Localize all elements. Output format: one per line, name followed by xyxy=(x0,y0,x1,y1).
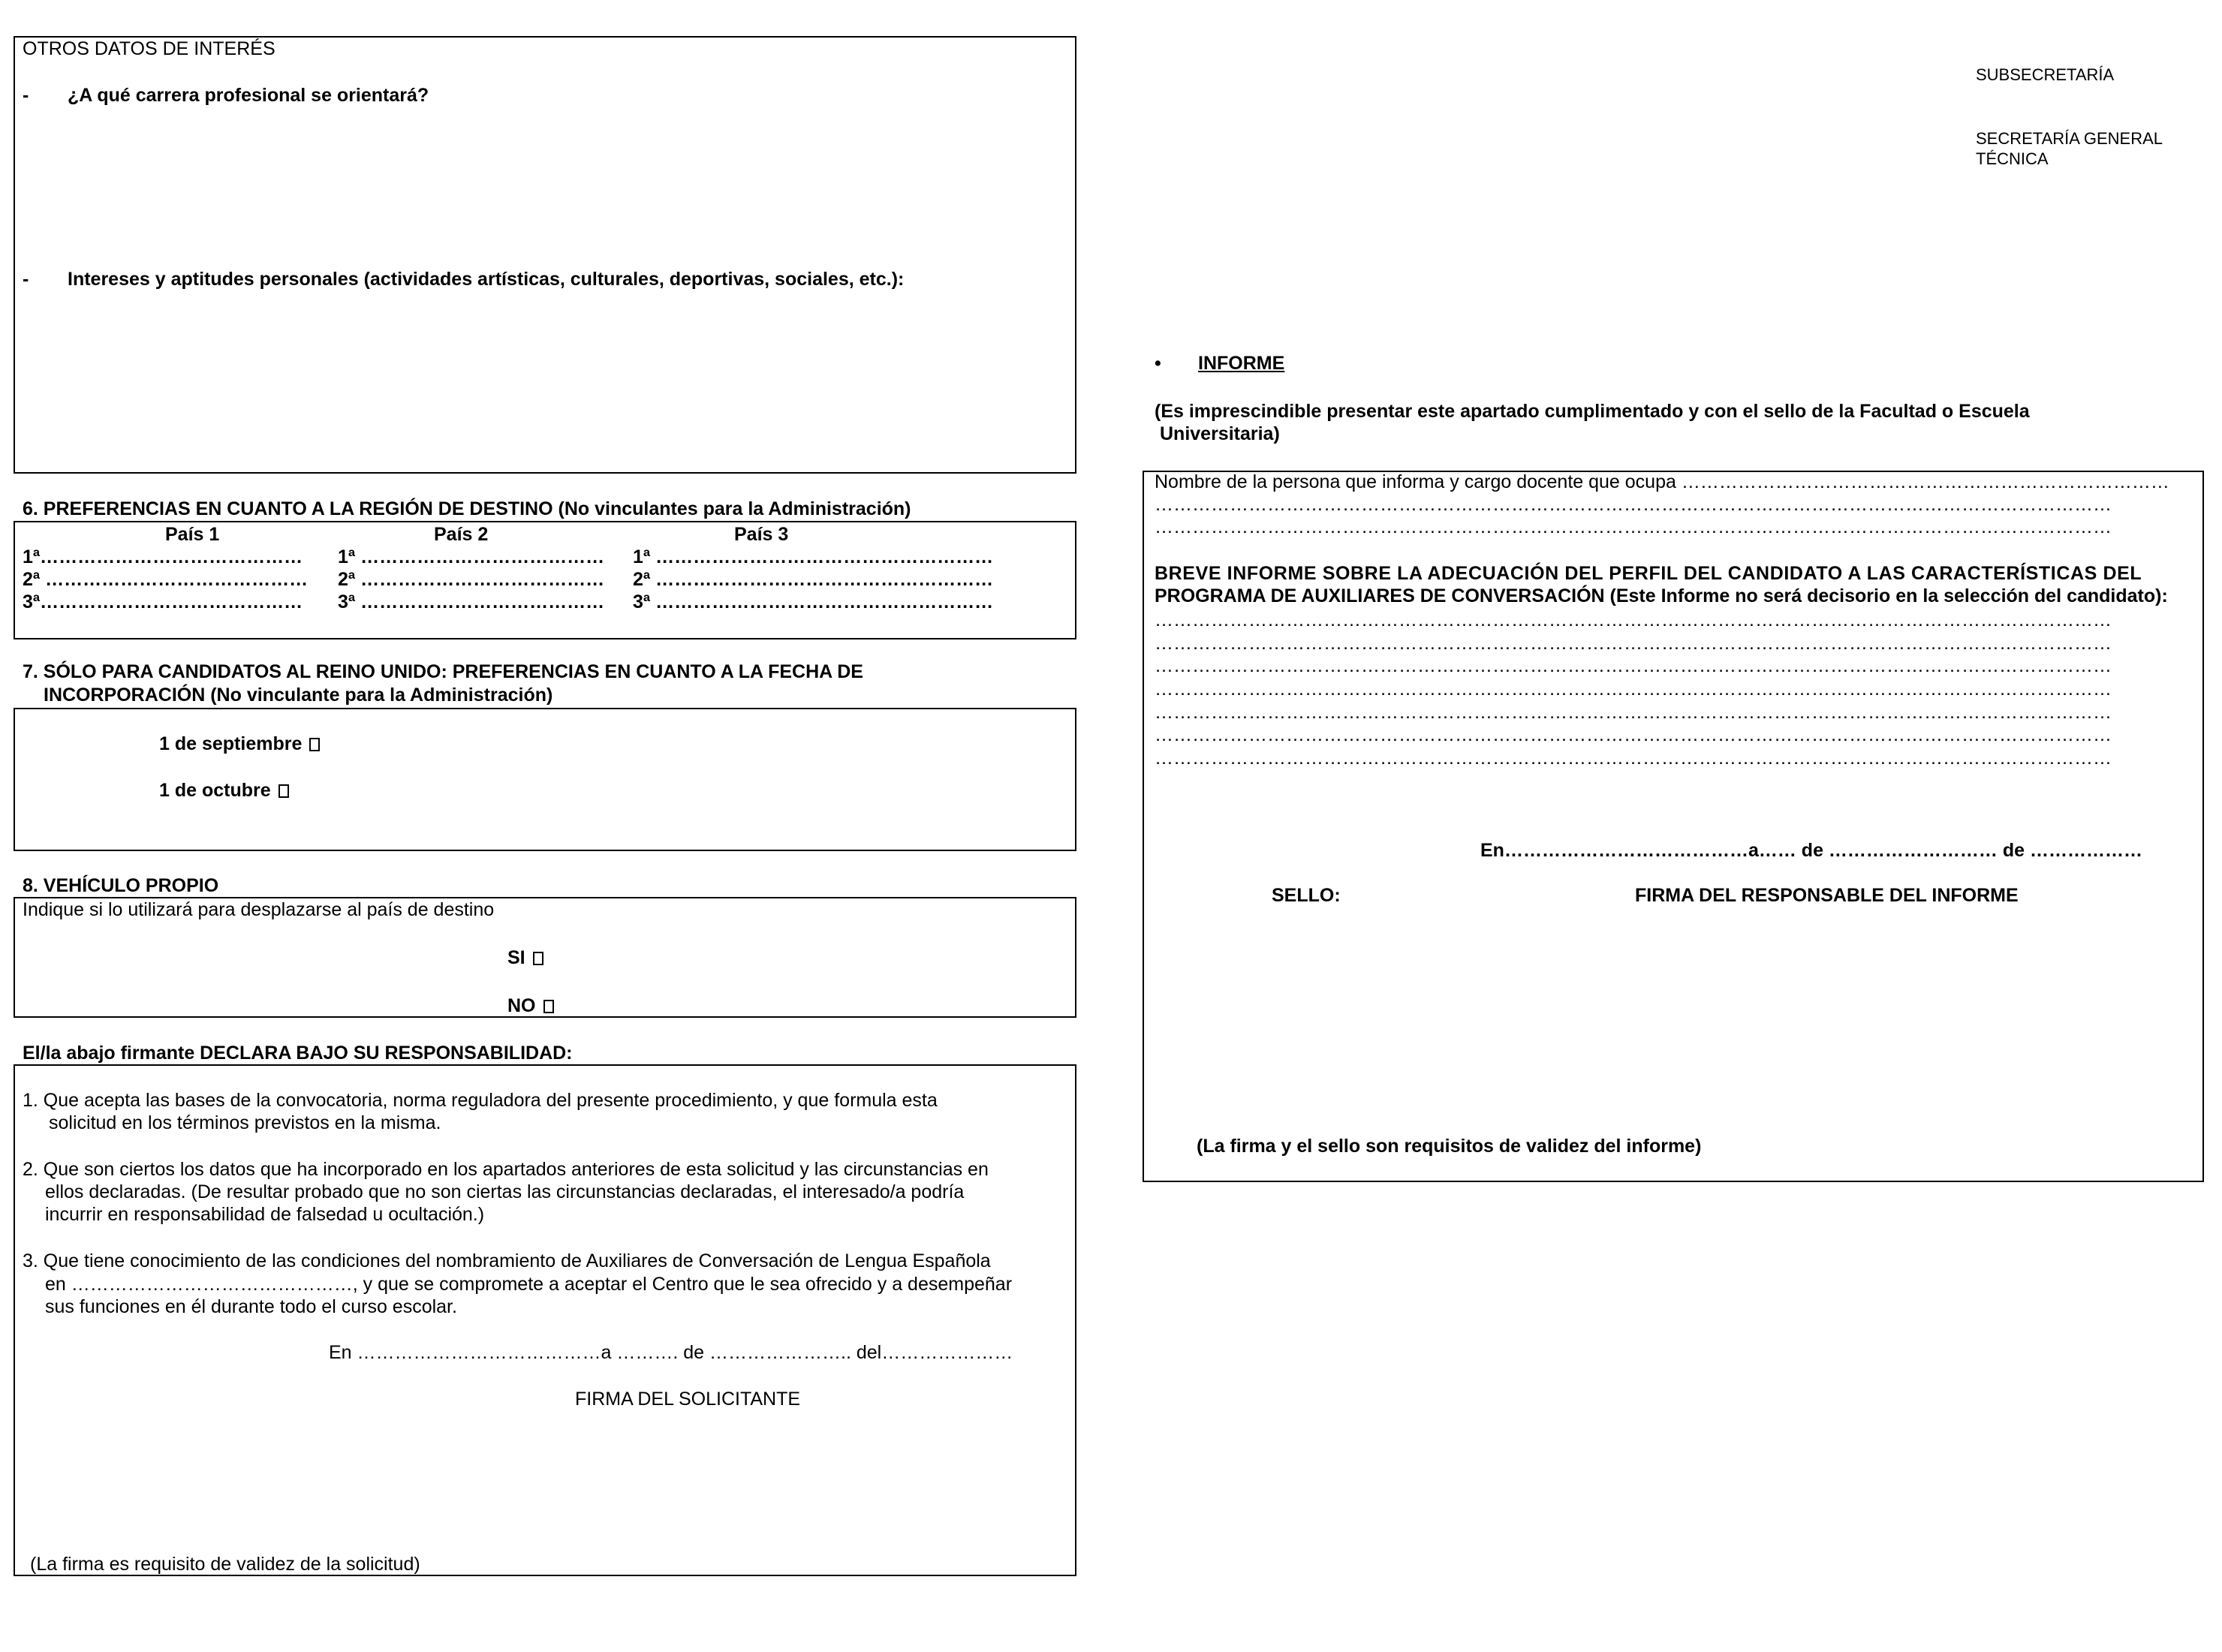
vehiculo-title: 8. VEHÍCULO PROPIO xyxy=(23,875,219,896)
informe-note-line1: (Es imprescindible presentar este apartado cumplimentado y con el sello de la Facultad o Escuela xyxy=(1155,401,2030,422)
declara-nota: (La firma es requisito de validez de la solicitud) xyxy=(30,1554,420,1575)
informe-dotline-9[interactable]: ……………………………………………………………………………………………………………………………………… xyxy=(1155,748,2112,769)
declara-firma-label: FIRMA DEL SOLICITANTE xyxy=(575,1389,801,1410)
vehiculo-no-label: NO xyxy=(507,995,536,1016)
informe-firma-label: FIRMA DEL RESPONSABLE DEL INFORME xyxy=(1635,885,2019,906)
preferencias-col1-header: País 1 xyxy=(165,524,220,545)
preferencias-r1c3[interactable]: 1ª ……………………………………………… xyxy=(633,546,994,567)
informe-dotline-5[interactable]: ……………………………………………………………………………………………………………………………………… xyxy=(1155,655,2112,676)
preferencias-title: 6. PREFERENCIAS EN CUANTO A LA REGIÓN DE DESTINO (No vinculantes para la Administración) xyxy=(23,498,911,519)
preferencias-col3-header: País 3 xyxy=(734,524,789,545)
octubre-checkbox[interactable] xyxy=(279,784,289,798)
informe-title: INFORME xyxy=(1198,353,1285,374)
declara-p2-line2: ellos declaradas. (De resultar probado que no son ciertas las circunstancias declaradas, el interesado/a podría xyxy=(45,1181,965,1202)
informe-signature-area[interactable] xyxy=(1160,916,2188,1111)
informe-breve-line1: BREVE INFORME SOBRE LA ADECUACIÓN DEL PERFIL DEL CANDIDATO A LAS CARACTERÍSTICAS DEL xyxy=(1155,563,2142,584)
header-sgt-line1: SECRETARÍA GENERAL xyxy=(1976,129,2163,148)
otros-datos-title: OTROS DATOS DE INTERÉS xyxy=(23,38,275,59)
informe-dotline-1[interactable]: ……………………………………………………………………………………………………………………………………… xyxy=(1155,494,2112,515)
vehiculo-option-si[interactable] xyxy=(507,946,543,969)
no-checkbox[interactable] xyxy=(543,1000,554,1013)
informe-date-line[interactable]: En…………………………………a…… de ……………………… de ……………… xyxy=(1480,840,2142,861)
preferencias-r2c1[interactable]: 2ª …………………………………… xyxy=(23,569,309,590)
declara-p1-line1: 1. Que acepta las bases de la convocatoria, norma reguladora del presente procedimiento, y que formula esta xyxy=(23,1090,938,1111)
informe-nombre-line[interactable]: Nombre de la persona que informa y cargo docente que ocupa …………………………………………………………………… xyxy=(1155,471,2169,492)
preferencias-r2c2[interactable]: 2ª ………………………………… xyxy=(338,569,605,590)
preferencias-r3c1[interactable]: 3ª…………………………………… xyxy=(23,591,303,612)
declara-p3-line1: 3. Que tiene conocimiento de las condiciones del nombramiento de Auxiliares de Conversación de Lengua Española xyxy=(23,1250,991,1271)
informe-breve-line2: PROGRAMA DE AUXILIARES DE CONVERSACIÓN (Este Informe no será decisorio en la selección del candidato): xyxy=(1155,585,2168,606)
declara-p3-line2: en ………………………………………, y que se compromete a aceptar el Centro que le sea ofrecido y a desempeñar xyxy=(45,1274,1013,1295)
otros-item2-answer-area[interactable] xyxy=(30,296,1066,465)
reino-option-septiembre-label: 1 de septiembre xyxy=(159,733,303,754)
informe-dotline-8[interactable]: ……………………………………………………………………………………………………………………………………… xyxy=(1155,724,2112,745)
declara-p1-line2: solicitud en los términos previstos en la misma. xyxy=(49,1112,441,1133)
preferencias-r2c3[interactable]: 2ª ……………………………………………… xyxy=(633,569,994,590)
informe-bullet: • xyxy=(1155,353,1161,374)
informe-dotline-6[interactable]: ……………………………………………………………………………………………………………………………………… xyxy=(1155,679,2112,700)
preferencias-r3c2[interactable]: 3ª ………………………………… xyxy=(338,591,605,612)
septiembre-checkbox[interactable] xyxy=(309,738,320,751)
vehiculo-option-no[interactable] xyxy=(507,995,554,1017)
informe-sello-label: SELLO: xyxy=(1272,885,1341,906)
si-checkbox[interactable] xyxy=(533,952,543,965)
informe-nota: (La firma y el sello son requisitos de validez del informe) xyxy=(1197,1136,1702,1157)
reino-title-line1: 7. SÓLO PARA CANDIDATOS AL REINO UNIDO: PREFERENCIAS EN CUANTO A LA FECHA DE xyxy=(23,661,863,682)
informe-dotline-4[interactable]: ……………………………………………………………………………………………………………………………………… xyxy=(1155,633,2112,654)
preferencias-r1c1[interactable]: 1ª…………………………………… xyxy=(23,546,303,567)
otros-item2-dash: - xyxy=(23,269,29,290)
preferencias-r1c2[interactable]: 1ª ………………………………… xyxy=(338,546,605,567)
declara-p3-line3: sus funciones en él durante todo el curso escolar. xyxy=(45,1296,457,1317)
reino-option-octubre-label: 1 de octubre xyxy=(159,780,271,801)
declara-p2-line3: incurrir en responsabilidad de falsedad u ocultación.) xyxy=(45,1204,485,1225)
otros-item1-dash: - xyxy=(23,85,29,106)
reino-title-line2: INCORPORACIÓN (No vinculante para la Administración) xyxy=(44,685,553,706)
vehiculo-question: Indique si lo utilizará para desplazarse al país de destino xyxy=(23,899,495,920)
vehiculo-si-label: SI xyxy=(507,947,525,968)
otros-item1-label: ¿A qué carrera profesional se orientará? xyxy=(68,85,429,106)
informe-note-line2: Universitaria) xyxy=(1160,423,1280,444)
otros-item2-label: Intereses y aptitudes personales (actividades artísticas, culturales, deportivas, sociales, etc.): xyxy=(68,269,905,290)
declara-signature-area[interactable] xyxy=(30,1419,1058,1539)
header-sgt-line2: TÉCNICA xyxy=(1976,149,2049,168)
declara-title: El/la abajo firmante DECLARA BAJO SU RESPONSABILIDAD: xyxy=(23,1043,573,1064)
preferencias-r3c3[interactable]: 3ª ……………………………………………… xyxy=(633,591,994,612)
reino-option-octubre[interactable] xyxy=(159,779,289,802)
declara-date-line[interactable]: En …………………………………a ………. de ………………….. del………………… xyxy=(329,1342,1013,1363)
header-subsecretaria: SUBSECRETARÍA xyxy=(1976,65,2115,84)
preferencias-col2-header: País 2 xyxy=(434,524,489,545)
informe-dotline-7[interactable]: ……………………………………………………………………………………………………………………………………… xyxy=(1155,702,2112,723)
informe-dotline-2[interactable]: ……………………………………………………………………………………………………………………………………… xyxy=(1155,516,2112,537)
informe-dotline-3[interactable]: ……………………………………………………………………………………………………………………………………… xyxy=(1155,609,2112,630)
declara-p2-line1: 2. Que son ciertos los datos que ha incorporado en los apartados anteriores de esta solicitud y las circunstancias en xyxy=(23,1159,989,1180)
otros-item1-answer-area[interactable] xyxy=(30,113,1066,255)
reino-option-septiembre[interactable] xyxy=(159,733,320,755)
